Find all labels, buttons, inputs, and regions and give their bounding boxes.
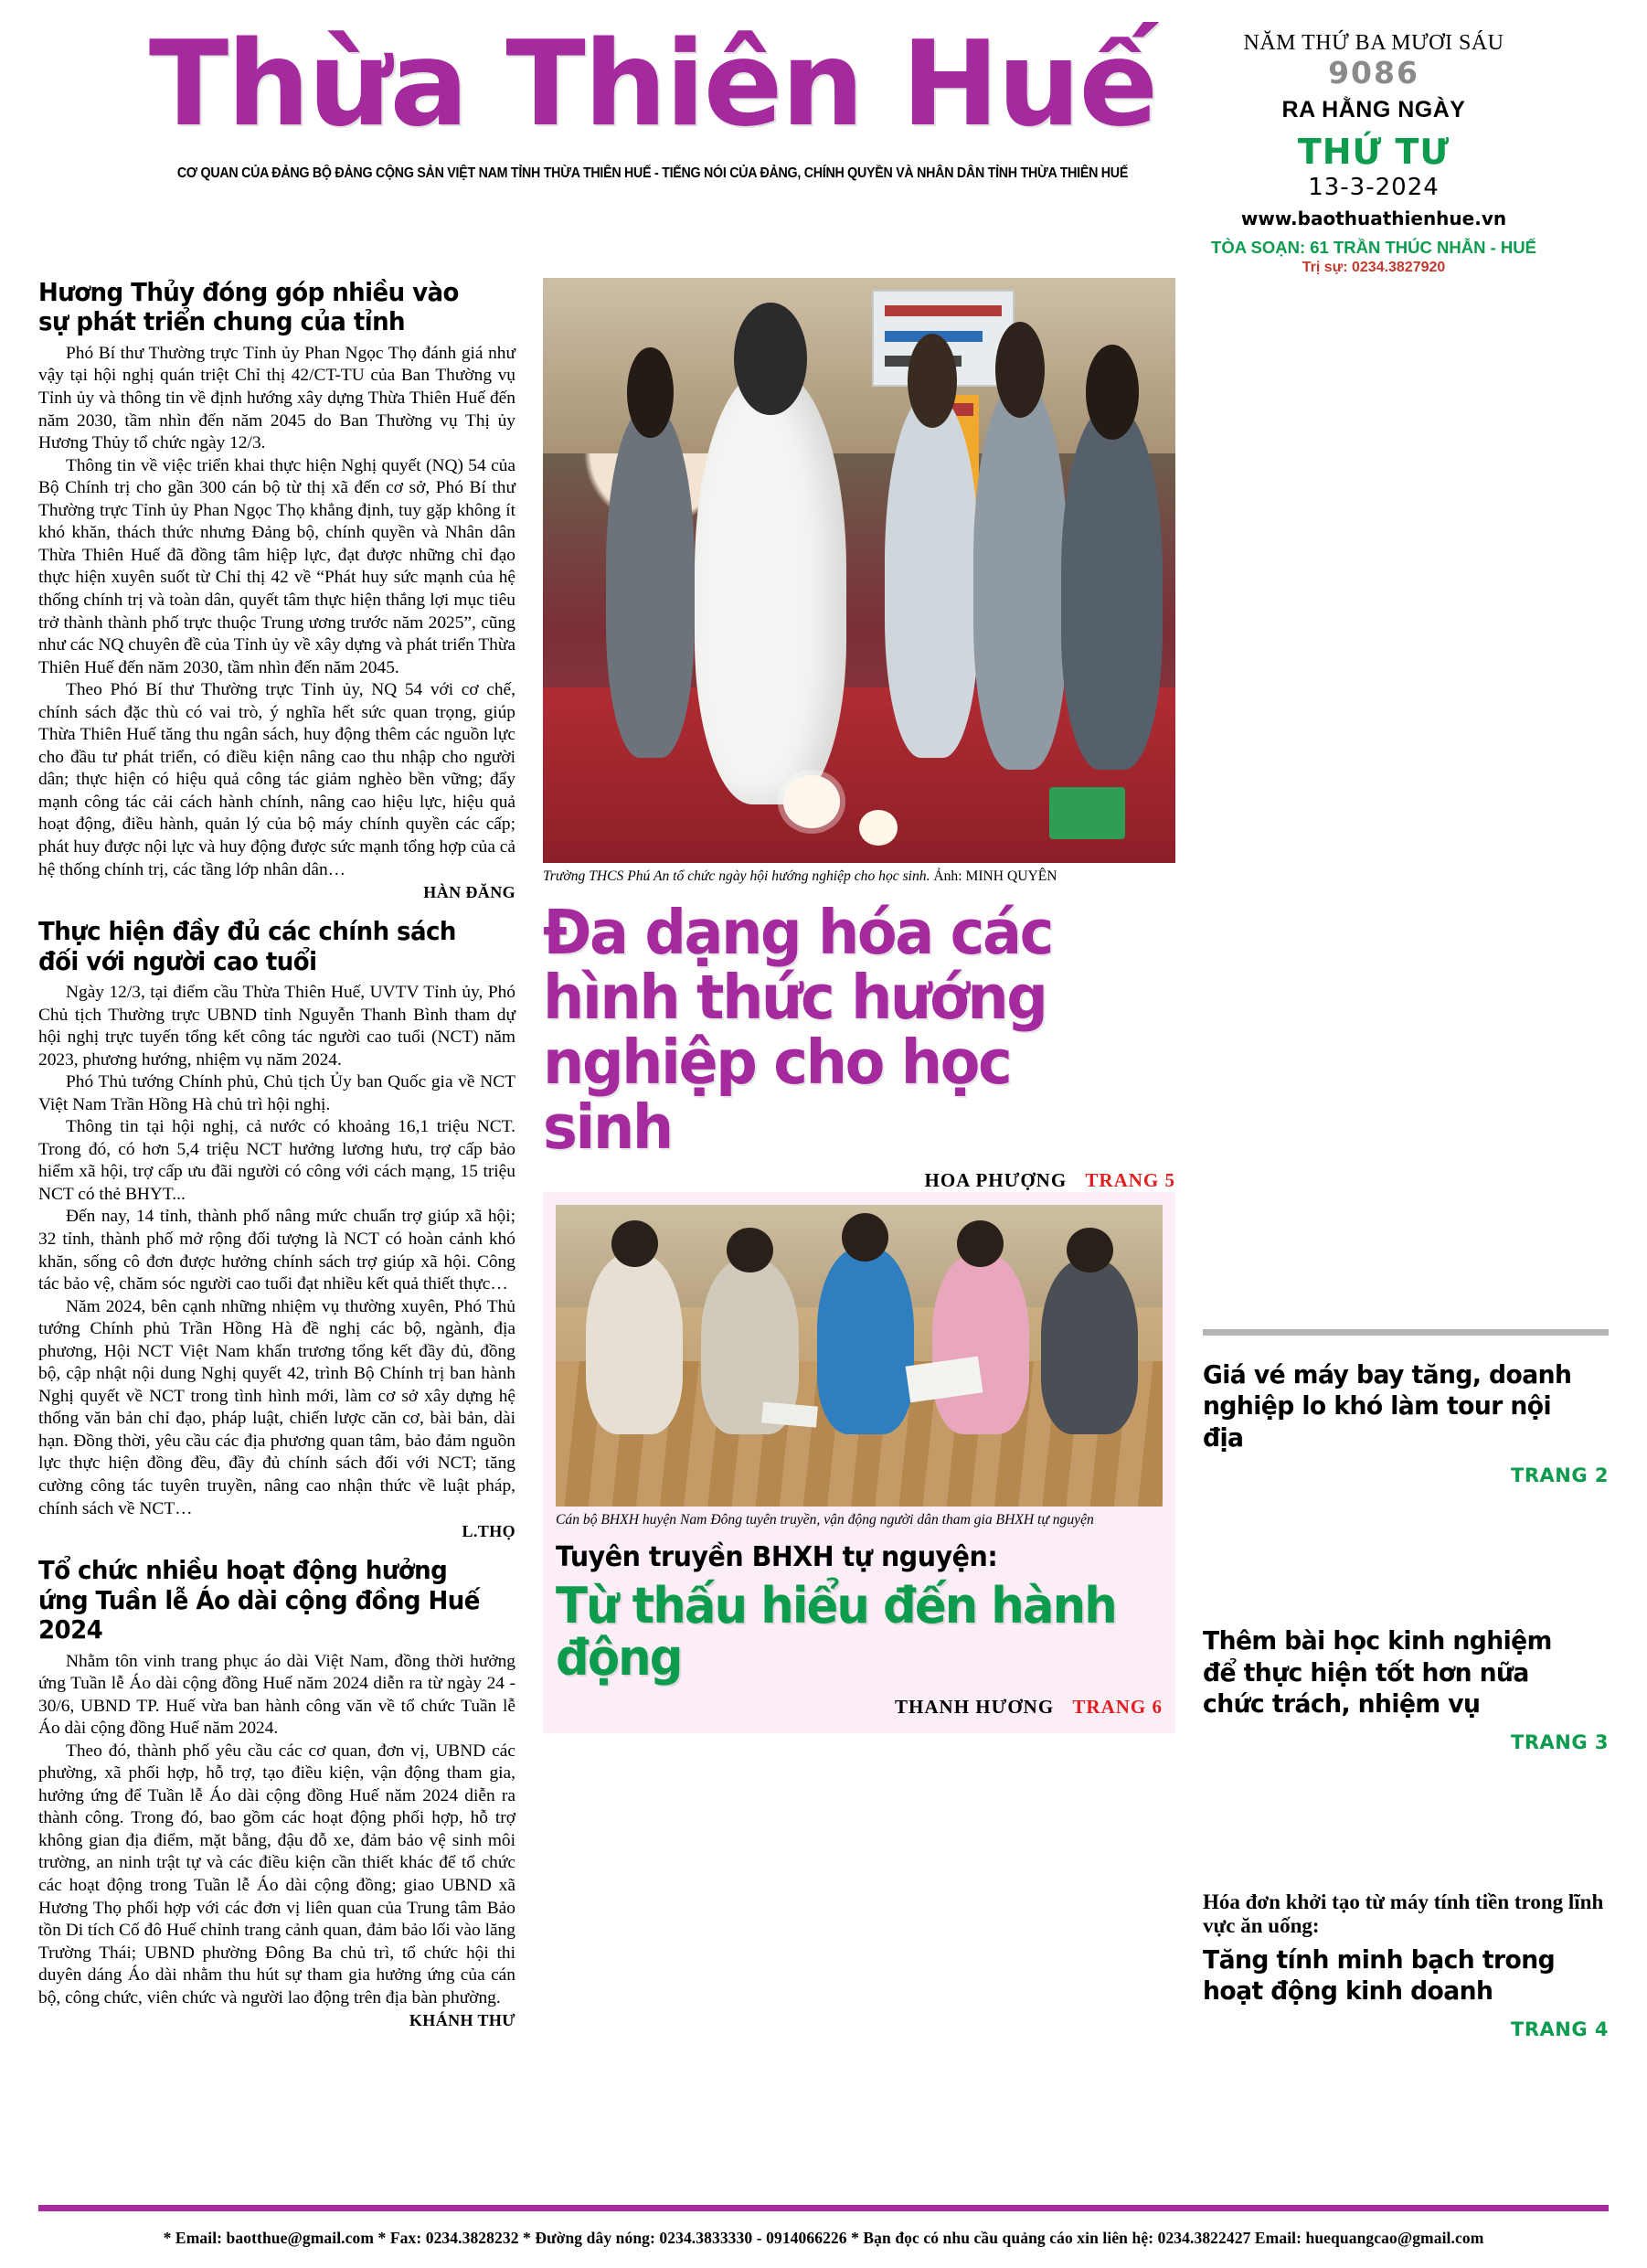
- teaser-hoa-don-may-tinh-tien[interactable]: [1203, 1890, 1609, 2040]
- article-byline: L.THỌ: [462, 1522, 515, 1541]
- bhxh-author: THANH HƯƠNG: [895, 1695, 1055, 1718]
- spacer: [38, 1541, 515, 1556]
- paragraph: Đến nay, 14 tỉnh, thành phố nâng mức chuẩn trợ giúp xã hội; 32 tỉnh, thành phố mở rộng đối tượng là NCT có hoàn cảnh khó khăn, sống cô đơn được hưởng chính sách trợ giúp xã hội. Công tác bảo vệ, chăm sóc người cao tuổi đạt nhiều kết quả thiết thực…: [38, 1207, 515, 1294]
- spacer: [1203, 1486, 1609, 1625]
- teaser-page-ref[interactable]: TRANG 2: [1511, 1464, 1609, 1487]
- paragraph: Thông tin về việc triển khai thực hiện Nghị quyết (NQ) 54 của Bộ Chính trị cho gần 300 cán bộ từ thị xã đến cơ sở, Phó Bí thư Thường trực Tỉnh ủy Phan Ngọc Thọ khẳng định, tuy gặp không ít khó khăn, thách thức nhưng Đảng bộ, chính quyền và Nhân dân Thừa Thiên Huế đã đồng tâm hiệp lực, đạt được những chỉ đạo thực hiện xuyên suốt từ Chỉ thị 42 về “Phát huy sức mạnh của hệ thống chính trị và toàn dân, quyết tâm thực hiện thắng lợi mục tiêu trở thành thành phố trực thuộc Trung ương trước năm 2025”, cũng như các NQ chuyên đề của Tỉnh ủy về xây dựng và phát triển Thừa Thiên Huế đến năm 2030, tầm nhìn đến năm 2045.: [38, 455, 515, 677]
- bhxh-page-ref[interactable]: TRANG 6: [1072, 1695, 1163, 1718]
- article-headline: Tổ chức nhiều hoạt động hưởng ứng Tuần lễ Áo dài cộng đồng Huế 2024: [38, 1555, 480, 1645]
- paragraph: Nhằm tôn vinh trang phục áo dài Việt Nam, đồng thời hưởng ứng Tuần lễ Áo dài cộng đồng Huế năm 2024 diễn ra từ ngày 24 - 30/6, UBND TP. Huế vừa ban hành công văn về tổ chức Tuần lễ Áo dài cộng đồng Huế năm 2024.: [38, 1651, 515, 1739]
- issue-number: 9086: [1328, 55, 1419, 91]
- website-url[interactable]: www.baothuathienhue.vn: [1240, 207, 1507, 229]
- caption-text: Trường THCS Phú An tổ chức ngày hội hướng nghiệp cho học sinh.: [543, 868, 930, 884]
- photo-person: [817, 1247, 914, 1434]
- lead-photo-caption: [543, 868, 1175, 886]
- photo-person: [932, 1253, 1029, 1434]
- article-huong-thuy[interactable]: [38, 278, 515, 902]
- paragraph: Theo đó, thành phố yêu cầu các cơ quan, đơn vị, UBND các phường, xã phối hợp, hỗ trợ, tạo điều kiện, vận động tham gia, hưởng ứng để Tuần lễ Áo dài cộng đồng Huế năm 2024 diễn ra thành công. Trong đó, bao gồm các hoạt động phối hợp, hỗ trợ không gian địa điểm, mặt bằng, đậu đỗ xe, đảm bảo vệ sinh môi trường, an ninh trật tự và các điều kiện cần thiết khác để tổ chức các hoạt động trong Tuần lễ Áo dài cộng đồng; giao UBND xã Hương Thọ phối hợp với các đơn vị liên quan của Trung tâm Bảo tồn Di tích Cố đô Huế chỉnh trang cảnh quan, đảm bảo lối vào lăng Trường Thái; UBND phường Đông Ba chủ trì, tổ chức hội thi duyên dáng Áo dài nhằm thu hút sự tham gia hưởng ứng của cán bộ, công chức, viên chức và người lao động trên địa bàn phường.: [38, 1741, 515, 2007]
- photo-flower: [859, 810, 898, 845]
- spacer: [38, 902, 515, 917]
- lead-page-ref[interactable]: TRANG 5: [1085, 1168, 1175, 1191]
- article-headline: Hương Thủy đóng góp nhiều vào sự phát triển chung của tỉnh: [38, 277, 459, 337]
- paragraph: Ngày 12/3, tại điểm cầu Thừa Thiên Huế, UVTV Tỉnh ủy, Phó Chủ tịch Thường trực UBND tỉnh Nguyễn Thanh Bình tham dự hội nghị trực tuyến tổng kết công tác người cao tuổi (NCT) năm 2023, phương hướng, nhiệm vụ năm 2024.: [38, 983, 515, 1070]
- bhxh-photo-caption: Cán bộ BHXH huyện Nam Đông tuyên truyền, vận động người dân tham gia BHXH tự nguyện: [556, 1511, 1094, 1528]
- page-content: [38, 278, 1609, 2040]
- photo-flower: [783, 775, 840, 828]
- publication-date: 13-3-2024: [1308, 173, 1440, 201]
- photo-person: [973, 383, 1068, 769]
- spacer: [1203, 1753, 1609, 1890]
- teaser-headline: Giá vé máy bay tăng, doanh nghiệp lo khó làm tour nội địa: [1203, 1359, 1572, 1453]
- masthead-info: [1177, 31, 1570, 276]
- office-phone: Trị sự: 0234.3827920: [1302, 259, 1446, 275]
- photo-leaflet: [761, 1401, 818, 1427]
- paragraph: Phó Thủ tướng Chính phủ, Chủ tịch Ủy ban Quốc gia về NCT Việt Nam Trần Hồng Hà chủ trì hội nghị.: [38, 1072, 515, 1114]
- photo-person: [695, 371, 846, 804]
- teaser-gia-ve-may-bay[interactable]: [1203, 1359, 1609, 1486]
- right-column-top-spacer: [1203, 278, 1609, 1318]
- footer-contact-line: * Email: baotthue@gmail.com * Fax: 0234.3828232 * Đường dây nóng: 0234.3833330 - 0914066226 * Bạn đọc có nhu cầu quảng cáo xin liên hệ: 0234.3822427 Email: huequangcao@gmail.com: [163, 2229, 1484, 2247]
- bhxh-headline[interactable]: Từ thấu hiểu đến hành động: [556, 1577, 1116, 1688]
- bhxh-kicker: Tuyên truyền BHXH tự nguyện:: [556, 1541, 998, 1574]
- paragraph: Thông tin tại hội nghị, cả nước có khoảng 16,1 triệu NCT. Trong đó, có hơn 5,4 triệu NCT hưởng lương hưu, trợ cấp bảo hiểm xã hội, trợ cấp ưu đãi người có công với cách mạng, 15 triệu NCT có thẻ BHYT...: [38, 1117, 515, 1204]
- bhxh-story-block: [543, 1192, 1175, 1733]
- photo-person: [885, 395, 980, 758]
- masthead-brand: [77, 16, 1228, 182]
- paragraph: Năm 2024, bên cạnh những nhiệm vụ thường xuyên, Phó Thủ tướng Chính phủ Trần Hồng Hà đề nghị các bộ, ngành, địa phương, Hội NCT Việt Nam khẩn trương tổng kết đầy đủ, đồng bộ, cập nhật nội dung Nghị quyết 42, trình Bộ Chính trị ban hành Nghị quyết về NCT trong tình hình mới, làm cơ sở xây dựng hệ thống văn bản chỉ đạo, pháp luật, chiến lược căn cơ, bài bản, dài hạn. Đồng thời, yêu cầu các địa phương quan tâm, bảo đảm nguồn lực thực hiện đồng đều, đầy đủ chính sách đối với NCT; tăng cường công tác tuyên truyền, nâng cao nhận thức về luật pháp, chính sách về NCT…: [38, 1296, 515, 1518]
- publication-year-line: NĂM THỨ BA MƯƠI SÁU: [1243, 31, 1504, 55]
- photo-person: [606, 407, 695, 758]
- footer-divider: [38, 2205, 1609, 2211]
- photo-object: [1049, 787, 1125, 840]
- photo-person: [1041, 1259, 1138, 1433]
- lead-author: HOA PHƯỢNG: [924, 1168, 1068, 1191]
- left-column: [38, 278, 530, 2040]
- office-address: TÒA SOẠN: 61 TRẦN THÚC NHẪN - HUẾ: [1211, 237, 1536, 257]
- middle-column: [530, 278, 1188, 2040]
- teaser-page-ref[interactable]: TRANG 4: [1511, 2018, 1609, 2040]
- paper-tagline: CƠ QUAN CỦA ĐẢNG BỘ ĐẢNG CỘNG SẢN VIỆT NAM TỈNH THỪA THIÊN HUẾ - TIẾNG NÓI CỦA ĐẢNG, CHÍNH QUYỀN VÀ NHÂN DÂN TỈNH THỪA THIÊN HUẾ: [176, 165, 1129, 181]
- article-ao-dai[interactable]: [38, 1556, 515, 2030]
- photo-person: [1061, 407, 1163, 770]
- paragraph: Phó Bí thư Thường trực Tỉnh ủy Phan Ngọc Thọ đánh giá như vậy tại hội nghị quán triệt Chỉ thị 42/CT-TU của Ban Thường vụ Tỉnh ủy và thông tin về định hướng xây dựng Thừa Thiên Huế đến năm 2030, tầm nhìn đến năm 2045 do Ban Thường vụ Thị ủy Hương Thủy tổ chức ngày 12/3.: [38, 343, 515, 453]
- article-byline: HÀN ĐĂNG: [423, 883, 515, 902]
- bhxh-photo: [556, 1205, 1163, 1507]
- teaser-page-ref[interactable]: TRANG 3: [1511, 1730, 1609, 1753]
- paragraph: Theo Phó Bí thư Thường trực Tỉnh ủy, NQ 54 với cơ chế, chính sách đặc thù có vai trò, ý nghĩa hết sức quan trọng, giúp Thừa Thiên Huế tăng thu ngân sách, huy động thêm các nguồn lực cho đầu tư phát triển, có điều kiện nâng cao thu nhập cho người dân; thực hiện có hiệu quả công tác giảm nghèo bền vững; đẩy mạnh công tác cải cách hành chính, nâng cao hiệu lực, hiệu quả hoạt động, điều hành, quản lý của bộ máy chính quyền các cấp; phát huy được nội lực và huy động được sức mạnh tổng hợp của cả hệ thống chính trị, các tầng lớp nhân dân…: [38, 680, 515, 879]
- publication-weekday: THỨ TƯ: [1297, 131, 1450, 172]
- teaser-headline: Thêm bài học kinh nghiệm để thực hiện tốt hơn nữa chức trách, nhiệm vụ: [1203, 1625, 1552, 1720]
- photo-person: [586, 1253, 683, 1434]
- article-body: [38, 343, 515, 881]
- masthead: [38, 0, 1609, 274]
- teaser-divider: [1203, 1329, 1609, 1336]
- article-body: [38, 982, 515, 1520]
- lead-story-headline[interactable]: Đa dạng hóa các hình thức hướng nghiệp cho học sinh: [543, 896, 1052, 1163]
- publication-frequency: RA HẰNG NGÀY: [1281, 96, 1466, 122]
- teaser-kicker: Hóa đơn khởi tạo từ máy tính tiền trong lĩnh vực ăn uống:: [1203, 1890, 1604, 1938]
- bhxh-credit: [556, 1696, 1163, 1719]
- article-nguoi-cao-tuoi[interactable]: [38, 917, 515, 1541]
- right-column: [1188, 278, 1609, 2040]
- lead-story-photo: [543, 278, 1175, 863]
- lead-story-credit: [543, 1169, 1175, 1192]
- photo-credit: Ảnh: MINH QUYÊN: [933, 868, 1057, 884]
- article-byline: KHÁNH THƯ: [409, 2011, 515, 2030]
- paper-title: Thừa Thiên Huế: [148, 16, 1157, 153]
- teaser-headline: Tăng tính minh bạch trong hoạt động kinh doanh: [1203, 1943, 1556, 2007]
- teaser-bai-hoc-kinh-nghiem[interactable]: [1203, 1625, 1609, 1752]
- article-body: [38, 1651, 515, 2010]
- article-headline: Thực hiện đầy đủ các chính sách đối với người cao tuổi: [38, 916, 456, 976]
